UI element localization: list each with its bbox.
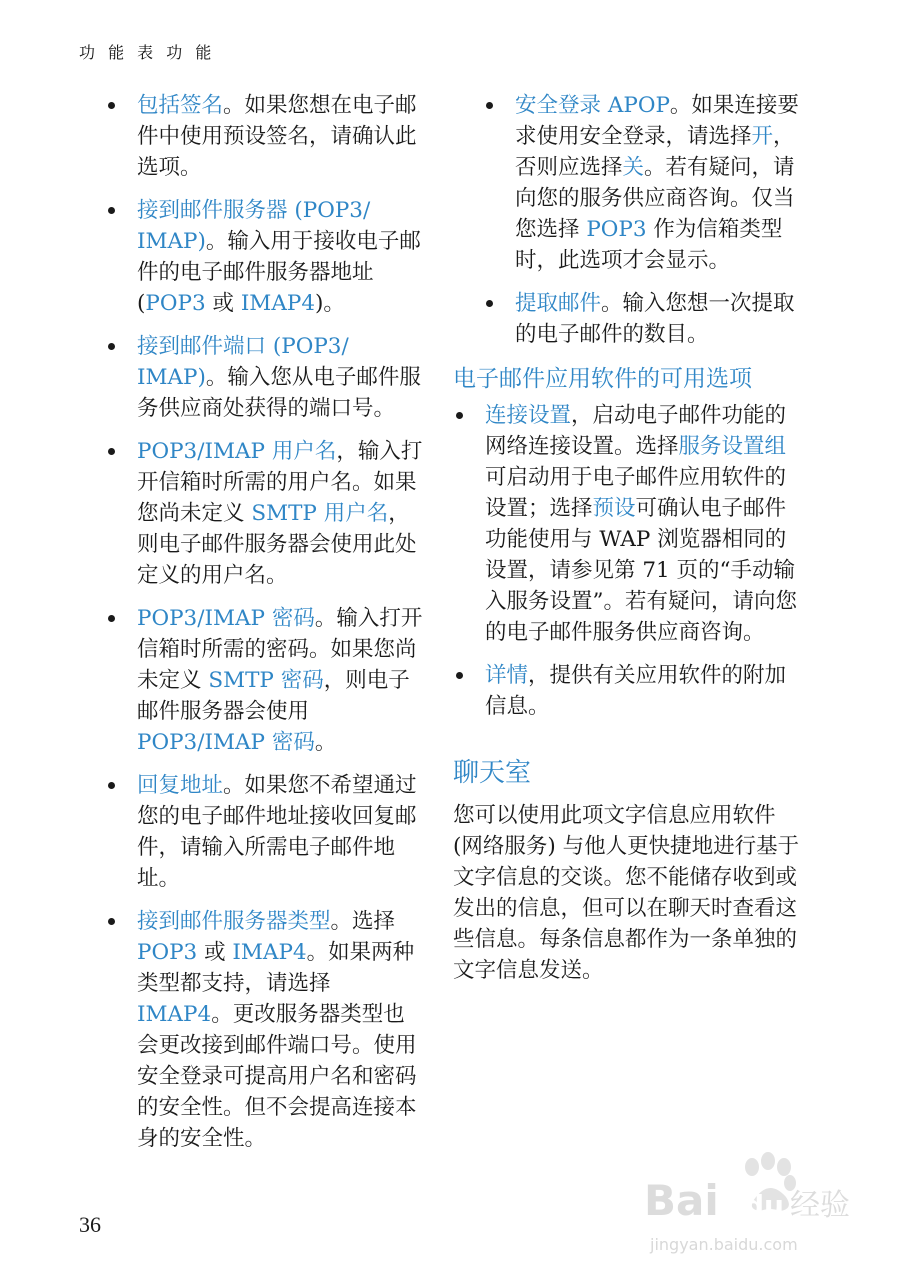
menu-option-name: SMTP 用户名: [251, 501, 389, 526]
menu-option-name: POP3/IMAP 用户名: [137, 439, 337, 464]
list-item: [453, 660, 800, 722]
item-text: 作为信箱类型时，此选项才会显示。: [515, 217, 783, 273]
menu-option-name: IMAP4: [137, 1002, 212, 1027]
section-heading-email-options: 电子邮件应用软件的可用选项: [453, 366, 752, 392]
right-column: [453, 90, 800, 986]
list-item: [105, 436, 423, 591]
running-header: 功 能 表 功 能: [79, 43, 216, 62]
menu-option-name: IMAP4: [232, 940, 307, 965]
email-options-list: [453, 400, 800, 722]
svg-text:Bai: Bai: [644, 1176, 719, 1225]
item-text: 。: [314, 730, 337, 755]
menu-option-name: IMAP4: [240, 291, 315, 316]
menu-option-name: 接到邮件服务器 (POP3/ IMAP): [137, 198, 371, 254]
menu-option-name: 包括签名: [137, 93, 224, 118]
item-text: 。如果您想在电子邮件中使用预设签名，请确认此选项。: [137, 93, 417, 180]
menu-option-name: POP3: [137, 940, 198, 965]
menu-option-name: 提取邮件: [515, 291, 602, 316]
item-text: 或: [205, 291, 241, 316]
menu-option-name: 连接设置: [485, 403, 572, 428]
list-item: [105, 603, 423, 758]
right-option-list: [453, 90, 800, 350]
item-text: 。输入您想一次提取的电子邮件的数目。: [515, 291, 795, 347]
list-item: [105, 90, 423, 183]
menu-option-name: SMTP 密码: [208, 668, 324, 693]
item-text: ，则电子邮件服务器会使用此处定义的用户名。: [137, 501, 417, 588]
list-item: [453, 288, 800, 350]
item-text: 。如果连接要求使用安全登录，请选择: [515, 93, 799, 149]
item-text: ，提供有关应用软件的附加信息。: [485, 663, 787, 719]
menu-option-name: POP3: [586, 217, 647, 242]
item-text: 。输入您从电子邮件服务供应商处获得的端口号。: [137, 365, 421, 421]
menu-option-name: 接到邮件服务器类型: [137, 909, 331, 934]
item-text: 。更改服务器类型也会更改接到邮件端口号。使用安全登录可提高用户名和密码的安全性。但不会提高连接本身的安全性。: [137, 1002, 417, 1151]
item-text: 或: [197, 940, 233, 965]
menu-option-name: POP3: [145, 291, 206, 316]
item-text: 。若有疑问，请向您的服务供应商咨询。仅当您选择: [515, 155, 795, 242]
menu-option-name: 接到邮件端口 (POP3/ IMAP): [137, 334, 349, 390]
menu-option-name: 回复地址: [137, 773, 224, 798]
item-text: 可启动用于电子邮件应用软件的设置；选择: [485, 465, 787, 521]
watermark-url: jingyan.baidu.com: [650, 1235, 798, 1254]
item-text: )。: [315, 291, 345, 316]
list-item: [105, 331, 423, 424]
item-text: ，启动电子邮件功能的网络连接设置。选择: [485, 403, 787, 459]
svg-text:经验: 经验: [790, 1188, 850, 1223]
menu-option-name: 服务设置组: [678, 434, 787, 459]
item-text: 。选择: [330, 909, 396, 934]
item-text: ，则电子邮件服务器会使用: [137, 668, 410, 724]
list-item: [453, 400, 800, 648]
menu-option-name: 关: [622, 155, 645, 180]
section-heading-chat: 聊天室: [453, 758, 532, 788]
menu-option-name: POP3/IMAP 密码: [137, 730, 315, 755]
item-text: ，否则应选择: [515, 124, 795, 180]
item-text: 。输入用于接收电子邮件的电子邮件服务器地址 (: [137, 229, 421, 316]
menu-option-name: 详情: [485, 663, 529, 688]
page-number: 36: [79, 1212, 101, 1237]
item-text: 。如果您不希望通过您的电子邮件地址接收回复邮件，请输入所需电子邮件地址。: [137, 773, 417, 891]
list-item: [453, 90, 800, 276]
menu-option-name: 预设: [592, 496, 636, 521]
svg-text:du: du: [744, 1189, 784, 1222]
item-text: 。输入打开信箱时所需的密码。如果您尚未定义: [137, 606, 423, 693]
chat-paragraph: 您可以使用此项文字信息应用软件 (网络服务) 与他人更快捷地进行基于文字信息的交谈。您不能储存收到或发出的信息，但可以在聊天时查看这些信息。每条信息都作为一条单独的文字信息发送。: [453, 803, 800, 983]
list-item: [105, 195, 423, 319]
item-text: 。如果两种类型都支持，请选择: [137, 940, 415, 996]
menu-option-name: 开: [751, 124, 774, 149]
left-column: [105, 90, 423, 1166]
item-text: 可确认电子邮件功能使用与 WAP 浏览器相同的设置，请参见第 71 页的“手动输入服务设置”。若有疑问，请向您的电子邮件服务供应商咨询。: [485, 496, 797, 645]
menu-option-name: 安全登录 APOP: [515, 93, 670, 118]
list-item: [105, 770, 423, 894]
item-text: ，输入打开信箱时所需的用户名。如果您尚未定义: [137, 439, 423, 526]
list-item: [105, 906, 423, 1154]
menu-option-name: POP3/IMAP 密码: [137, 606, 315, 631]
left-option-list: [105, 90, 423, 1154]
